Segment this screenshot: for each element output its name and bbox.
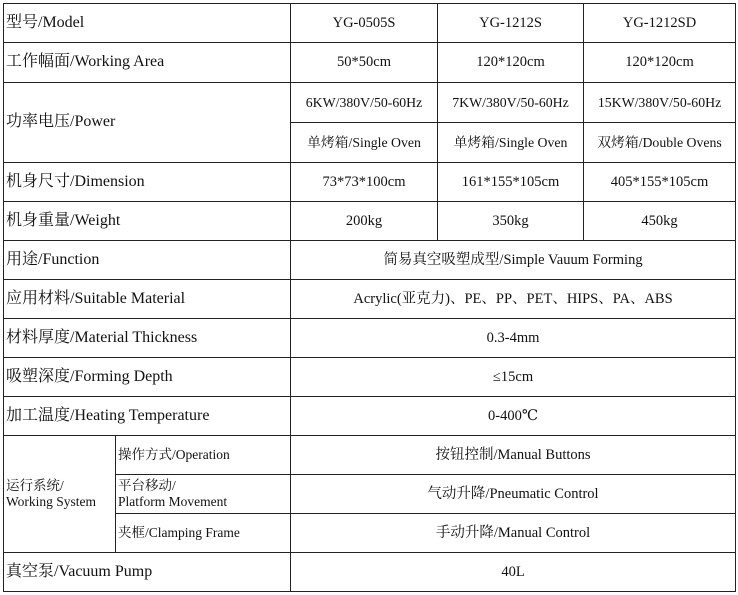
working-area-value: 120*120cm [584,43,736,83]
temperature-row [4,397,736,436]
weight-value: 200kg [291,202,438,241]
clamping-label: 夹框/Clamping Frame [116,514,291,553]
working-area-value: 120*120cm [438,43,584,83]
depth-label: 吸塑深度/Forming Depth [4,358,291,397]
material-value: Acrylic(亚克力)、PE、PP、PET、HIPS、PA、ABS [291,280,736,319]
model-1: YG-0505S [291,4,438,43]
working-system-label [4,436,116,553]
material-row [4,280,736,319]
model-2: YG-1212S [438,4,584,43]
oven-value: 双烤箱/Double Ovens [584,123,736,163]
dimension-value: 405*155*105cm [584,163,736,202]
vacuum-pump-row [4,553,736,592]
thickness-label: 材料厚度/Material Thickness [4,319,291,358]
thickness-row [4,319,736,358]
working-area-label: 工作幅面/Working Area [4,43,291,83]
weight-row [4,202,736,241]
oven-value: 单烤箱/Single Oven [291,123,438,163]
depth-row [4,358,736,397]
model-3: YG-1212SD [584,4,736,43]
model-label: 型号/Model [4,4,291,43]
operation-row [4,436,736,475]
operation-value: 按钮控制/Manual Buttons [291,436,736,475]
working-area-row [4,43,736,83]
platform-value: 气动升降/Pneumatic Control [291,475,736,514]
working-area-value: 50*50cm [291,43,438,83]
clamping-value: 手动升降/Manual Control [291,514,736,553]
material-label: 应用材料/Suitable Material [4,280,291,319]
power-row [4,83,736,123]
oven-value: 单烤箱/Single Oven [438,123,584,163]
power-value: 7KW/380V/50-60Hz [438,83,584,123]
spec-table [3,3,736,592]
thickness-value: 0.3-4mm [291,319,736,358]
dimension-value: 161*155*105cm [438,163,584,202]
weight-value: 450kg [584,202,736,241]
vacuum-pump-value: 40L [291,553,736,592]
weight-value: 350kg [438,202,584,241]
weight-label: 机身重量/Weight [4,202,291,241]
function-label: 用途/Function [4,241,291,280]
working-system-label-en: Working System [6,494,97,509]
depth-value: ≤15cm [291,358,736,397]
function-row [4,241,736,280]
working-system-label-cn: 运行系统/ [6,478,64,494]
power-value: 15KW/380V/50-60Hz [584,83,736,123]
dimension-value: 73*73*100cm [291,163,438,202]
dimension-row [4,163,736,202]
platform-label-en: Platform Movement [118,494,228,509]
power-value: 6KW/380V/50-60Hz [291,83,438,123]
function-value: 简易真空吸塑成型/Simple Vauum Forming [291,241,736,280]
platform-label-cn: 平台移动/ [118,478,176,494]
temperature-label: 加工温度/Heating Temperature [4,397,291,436]
dimension-label: 机身尺寸/Dimension [4,163,291,202]
vacuum-pump-label: 真空泵/Vacuum Pump [4,553,291,592]
model-row [4,4,736,43]
temperature-value: 0-400℃ [291,397,736,436]
platform-label [116,475,291,514]
power-label: 功率电压/Power [4,83,291,163]
operation-label: 操作方式/Operation [116,436,291,475]
